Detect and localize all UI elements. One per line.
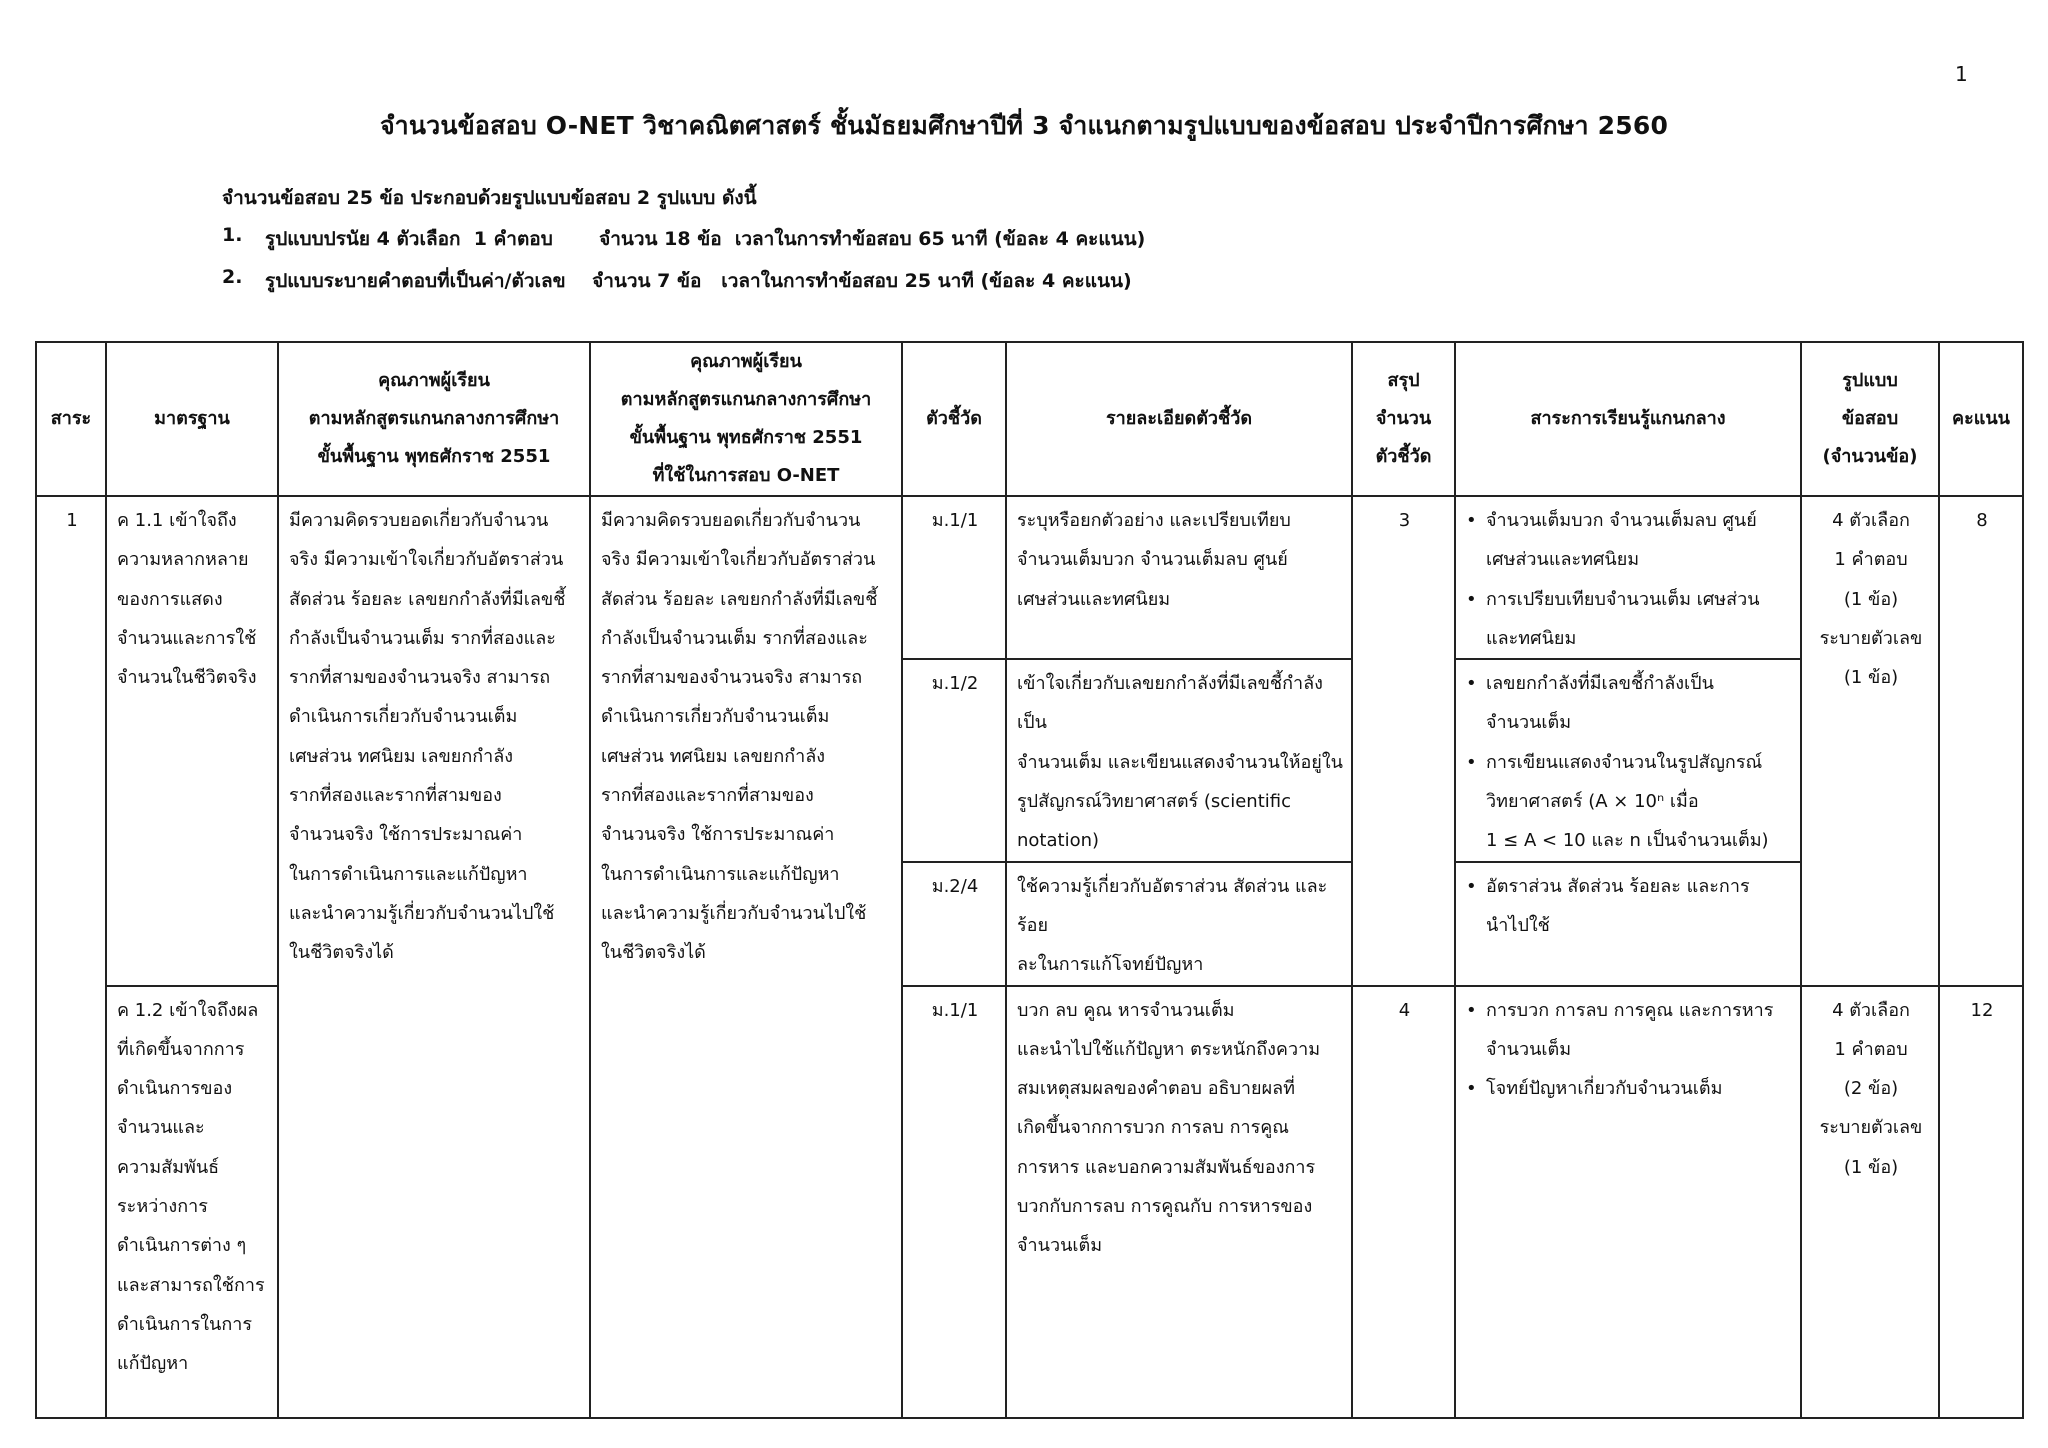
intro-summary: จำนวนข้อสอบ 25 ข้อ ประกอบด้วยรูปแบบข้อสอบ 2 รูปแบบ ดังนี้: [222, 187, 757, 209]
indicator-code-cell: ม.1/2: [902, 659, 1006, 861]
list-item: • การเขียนแสดงจำนวนในรูปสัญกรณ์ วิทยาศาสตร์ (A × 10ⁿ เมื่อ 1 ≤ A < 10 และ n เป็นจำนวนเต็ม): [1466, 743, 1792, 861]
list-item: • อัตราส่วน สัดส่วน ร้อยละ และการ นำไปใช้: [1466, 867, 1792, 946]
header-indicator-count: [1352, 342, 1455, 496]
quality-curriculum-cell: [278, 496, 590, 1418]
sara-cell: 1: [36, 496, 106, 1418]
exam-format: 4 ตัวเลือก 1 คำตอบ (2 ข้อ) ระบายตัวเลข (1 ข้อ): [1819, 999, 1923, 1178]
exam-format-cell: [1801, 496, 1939, 986]
header-text: คุณภาพผู้เรียน ตามหลักสูตรแกนกลางการศึกษา ขั้นพื้นฐาน พุทธศักราช 2551 ที่ใช้ในการสอบ O-NET: [620, 351, 872, 486]
exam-table: [35, 341, 2024, 1419]
core-content-cell: [1455, 986, 1801, 1418]
quality-onet-cell: [590, 496, 902, 1418]
header-standard: มาตรฐาน: [106, 342, 278, 496]
header-text: สรุป จำนวน ตัวชี้วัด: [1375, 370, 1432, 467]
core-content-cell: [1455, 862, 1801, 986]
quality-text: มีความคิดรวบยอดเกี่ยวกับจำนวน จริง มีความเข้าใจเกี่ยวกับอัตราส่วน สัดส่วน ร้อยละ เลขยกกำลังที่มีเลขชี้ กำลังเป็นจำนวนเต็ม รากที่สองและ รากที่สามของจำนวนจริง สามารถ ดำเนินการเกี่ยวกับจำนวนเต็ม เศษส่วน ทศนิยม เลขยกกำลัง รากที่สองและรากที่สามของ จำนวนจริง ใช้การประมาณค่า ในการดำเนินการและแก้ปัญหา และนำความรู้เกี่ยวกับจำนวนไปใช้ ในชีวิตจริงได้: [601, 510, 878, 964]
header-sara: สาระ: [36, 342, 106, 496]
header-text: คุณภาพผู้เรียน ตามหลักสูตรแกนกลางการศึกษา ขั้นพื้นฐาน พุทธศักราช 2551: [308, 370, 560, 467]
header-quality-onet: [590, 342, 902, 496]
indicator-detail-cell: [1006, 986, 1352, 1418]
core-content-list: [1466, 501, 1792, 658]
list-item: • การบวก การลบ การคูณ และการหาร จำนวนเต็ม: [1466, 991, 1792, 1070]
indicator-detail: เข้าใจเกี่ยวกับเลขยกกำลังที่มีเลขชี้กำลังเป็น จำนวนเต็ม และเขียนแสดงจำนวนให้อยู่ใน รูปสัญกรณ์วิทยาศาสตร์ (scientific notation): [1017, 673, 1343, 852]
standard-name: ค 1.2 เข้าใจถึงผล ที่เกิดขึ้นจากการ ดำเนินการของ จำนวนและ ความสัมพันธ์ ระหว่างการ ดำเนินการต่าง ๆ และสามารถใช้การ ดำเนินการในการ แก้ปัญหา: [117, 999, 265, 1375]
page-number: 1: [1955, 62, 1968, 86]
quality-text: มีความคิดรวบยอดเกี่ยวกับจำนวน จริง มีความเข้าใจเกี่ยวกับอัตราส่วน สัดส่วน ร้อยละ เลขยกกำลังที่มีเลขชี้ กำลังเป็นจำนวนเต็ม รากที่สองและ รากที่สามของจำนวนจริง สามารถ ดำเนินการเกี่ยวกับจำนวนเต็ม เศษส่วน ทศนิยม เลขยกกำลัง รากที่สองและรากที่สามของ จำนวนจริง ใช้การประมาณค่า ในการดำเนินการและแก้ปัญหา และนำความรู้เกี่ยวกับจำนวนไปใช้ ในชีวิตจริงได้: [289, 510, 566, 964]
table-header-row: [36, 342, 2023, 496]
indicator-count-cell: 3: [1352, 496, 1455, 986]
intro-item-text: รูปแบบปรนัย 4 ตัวเลือก 1 คำตอบ จำนวน 18 ข้อ เวลาในการทำข้อสอบ 65 นาที (ข้อละ 4 คะแนน): [265, 228, 1146, 250]
intro-item-number: 1.: [222, 224, 243, 246]
score-cell: 8: [1939, 496, 2023, 986]
indicator-detail-cell: [1006, 496, 1352, 659]
header-quality-curriculum: [278, 342, 590, 496]
list-item: • โจทย์ปัญหาเกี่ยวกับจำนวนเต็ม: [1466, 1069, 1792, 1108]
indicator-detail-cell: [1006, 862, 1352, 986]
core-content-cell: [1455, 496, 1801, 659]
list-item: • การเปรียบเทียบจำนวนเต็ม เศษส่วน และทศนิยม: [1466, 580, 1792, 659]
core-content-list: [1466, 991, 1792, 1109]
indicator-count-cell: 4: [1352, 986, 1455, 1418]
table-row: [36, 496, 2023, 659]
exam-format-cell: [1801, 986, 1939, 1418]
intro-item-number: 2.: [222, 266, 243, 288]
header-text: รูปแบบ ข้อสอบ (จำนวนข้อ): [1822, 370, 1918, 467]
indicator-detail-cell: [1006, 659, 1352, 861]
indicator-detail: ใช้ความรู้เกี่ยวกับอัตราส่วน สัดส่วน และร้อย ละในการแก้โจทย์ปัญหา: [1017, 875, 1328, 976]
indicator-code-cell: ม.1/1: [902, 496, 1006, 659]
indicator-detail: บวก ลบ คูณ หารจำนวนเต็ม และนำไปใช้แก้ปัญหา ตระหนักถึงความ สมเหตุสมผลของคำตอบ อธิบายผลที่ เกิดขึ้นจากการบวก การลบ การคูณ การหาร และบอกความสัมพันธ์ของการ บวกกับการลบ การคูณกับ การหารของ จำนวนเต็ม: [1017, 999, 1321, 1257]
core-content-list: [1466, 867, 1792, 946]
standard-name: ค 1.1 เข้าใจถึง ความหลากหลาย ของการแสดง จำนวนและการใช้ จำนวนในชีวิตจริง: [117, 510, 257, 689]
score-cell: 12: [1939, 986, 2023, 1418]
header-indicator-detail: รายละเอียดตัวชี้วัด: [1006, 342, 1352, 496]
header-core-content: สาระการเรียนรู้แกนกลาง: [1455, 342, 1801, 496]
header-score: คะแนน: [1939, 342, 2023, 496]
standard-cell: [106, 986, 278, 1418]
indicator-detail: ระบุหรือยกตัวอย่าง และเปรียบเทียบ จำนวนเต็มบวก จำนวนเต็มลบ ศูนย์ เศษส่วนและทศนิยม: [1017, 510, 1291, 610]
standard-cell: [106, 496, 278, 986]
list-item: • จำนวนเต็มบวก จำนวนเต็มลบ ศูนย์ เศษส่วนและทศนิยม: [1466, 501, 1792, 580]
indicator-code-cell: ม.1/1: [902, 986, 1006, 1418]
exam-format: 4 ตัวเลือก 1 คำตอบ (1 ข้อ) ระบายตัวเลข (1 ข้อ): [1819, 510, 1923, 689]
header-indicator: ตัวชี้วัด: [902, 342, 1006, 496]
header-exam-format: [1801, 342, 1939, 496]
page-title: จำนวนข้อสอบ O-NET วิชาคณิตศาสตร์ ชั้นมัธยมศึกษาปีที่ 3 จำแนกตามรูปแบบของข้อสอบ ประจำปีการศึกษา 2560: [379, 111, 1669, 140]
core-content-cell: [1455, 659, 1801, 861]
indicator-code-cell: ม.2/4: [902, 862, 1006, 986]
intro-item-text: รูปแบบระบายคำตอบที่เป็นค่า/ตัวเลข จำนวน 7 ข้อ เวลาในการทำข้อสอบ 25 นาที (ข้อละ 4 คะแนน): [265, 270, 1132, 292]
core-content-list: [1466, 664, 1792, 860]
list-item: • เลขยกกำลังที่มีเลขชี้กำลังเป็นจำนวนเต็ม: [1466, 664, 1792, 743]
